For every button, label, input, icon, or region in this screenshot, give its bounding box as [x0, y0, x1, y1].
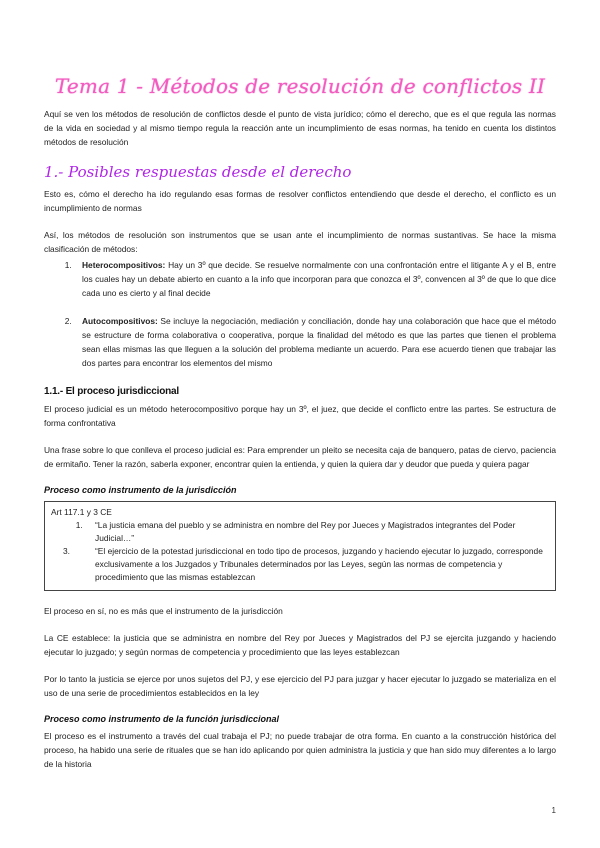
method-text: Hay un 3º que decide. Se resuelve normalmente con una confrontación entre el litigante A y el B, entre los cuales hay un debate abierto en cuanto a la info que incorporan para que conozca el 3º, convencen al 3º de que lo que dice cada uno es cierto y al final decide [82, 260, 556, 298]
section-1-1-heading: 1.1.- El proceso jurisdiccional [44, 386, 179, 397]
section-1-1-paragraph-4: La CE establece: la justicia que se administra en nombre del Rey por Jueces y Magistrados del PJ se ejercita juzgando y haciendo ejecutar lo juzgado; y según normas de competencia y procedimiento que las leyes establezcan [44, 633, 556, 657]
list-item [74, 314, 556, 370]
section-1-heading: 1.- Posibles respuestas desde el derecho [44, 163, 352, 181]
section-1-1-paragraph-1: El proceso judicial es un método heterocompositivo porque hay un 3º, el juez, que decide el conflicto entre las partes. Se estructura de forma confrontativa [44, 404, 556, 428]
article-list [51, 519, 549, 584]
page-number: 1 [551, 806, 556, 815]
list-item: 1. “La justicia emana del pueblo y se administra en nombre del Rey por Jueces y Magistrados integrantes del Poder Judicial…” [85, 519, 549, 545]
intro-paragraph: Aquí se ven los métodos de resolución de conflictos desde el punto de vista jurídico; cómo el derecho, que es el que regula las normas de la vida en sociedad y al mismo tiempo regula la reacción ante un incumplimiento de esas normas, ha tenido en cuenta los distintos métodos de resolución [44, 109, 556, 147]
section-1-1-paragraph-2: Una frase sobre lo que conlleva el proceso judicial es: Para emprender un pleito se necesita caja de banquero, patas de ciervo, paciencia de ermitaño. Tener la razón, saberla exponer, encontrar quien la entienda, y quien la quiera dar y deudor que pueda y quiera pagar [44, 445, 556, 469]
page-title: Tema 1 - Métodos de resolución de conflictos II [54, 74, 546, 98]
method-label: Heterocompositivos: [82, 260, 166, 270]
article-reference: Art 117.1 y 3 CE [51, 507, 112, 517]
subheading-instrument-jurisdiccion: Proceso como instrumento de la jurisdicción [44, 485, 237, 495]
section-1-1-paragraph-3: El proceso en sí, no es más que el instrumento de la jurisdicción [44, 606, 283, 616]
list-item [74, 258, 556, 300]
method-text: Se incluye la negociación, mediación y conciliación, donde hay una colaboración que hace que el método se estructure de forma colaborativa o cooperativa, porque la finalidad del método es que las partes que tienen el problema sean ellas mismas las que lleguen a la solución del problema mediante un acuerdo. Para ese acuerdo tienen que trabajar las dos partes para encontrar los elementos del mismo [82, 316, 556, 368]
article-quote-box [44, 501, 556, 591]
list-item: 3. “El ejercicio de la potestad jurisdiccional en todo tipo de procesos, juzgando y haciendo ejecutar lo juzgado, corresponde exclusivamente a los Juzgados y Tribunales determinados por las Leyes, según las normas de competencia y procedimiento que las mismas establezcan [85, 545, 549, 584]
method-label: Autocompositivos: [82, 316, 158, 326]
section-1-1-paragraph-5: Por lo tanto la justicia se ejerce por unos sujetos del PJ, y ese ejercicio del PJ para juzgar y hacer ejecutar lo juzgado se materializa en el uso de una serie de procedimientos establecidos en la ley [44, 674, 556, 698]
section-1-paragraph-1: Esto es, cómo el derecho ha ido regulando esas formas de resolver conflictos entendiendo que desde el derecho, el conflicto es un incumplimiento de normas [44, 189, 556, 213]
subheading-funcion-jurisdiccional: Proceso como instrumento de la función jurisdiccional [44, 714, 280, 724]
document-page [44, 0, 556, 771]
section-1-paragraph-2: Así, los métodos de resolución son instrumentos que se usan ante el incumplimiento de normas sustantivas. Se hace la misma clasificación de métodos: [44, 230, 556, 254]
section-1-1-paragraph-6: El proceso es el instrumento a través del cual trabaja el PJ; no puede trabajar de otra forma. En cuanto a la construcción histórica del proceso, ha habido una serie de rituales que se han ido aplicando por quien administra la justicia y que han sido muy diferentes a lo largo de la historia [44, 731, 556, 769]
methods-list [44, 258, 556, 370]
